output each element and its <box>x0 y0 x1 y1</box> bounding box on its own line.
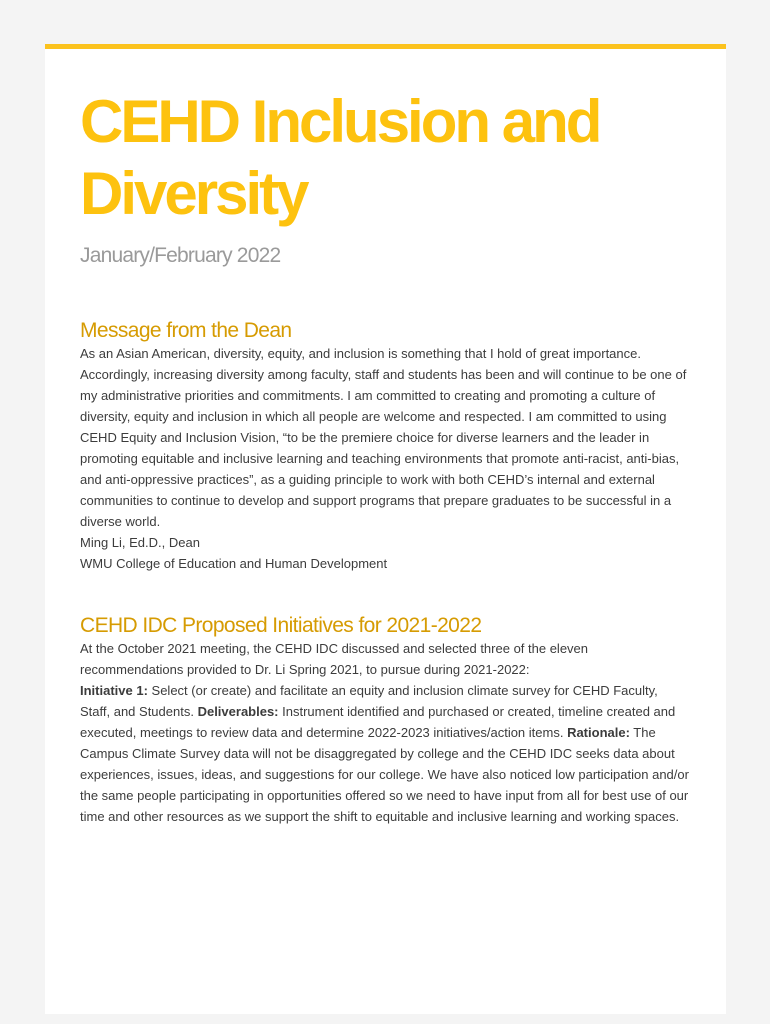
issue-date: January/February 2022 <box>80 244 281 267</box>
rationale-label: Rationale: <box>567 725 630 740</box>
page-title: CEHD Inclusion and Diversity <box>80 88 600 227</box>
initiative-1 <box>80 680 691 827</box>
dean-message-heading: Message from the Dean <box>80 319 292 342</box>
initiatives-intro: At the October 2021 meeting, the CEHD IDC discussed and selected three of the eleven recommendations provided to Dr. Li Spring 2021, to pursue during 2021-2022: <box>80 641 589 677</box>
newsletter-content <box>45 49 726 827</box>
initiative-1-label: Initiative 1: <box>80 683 148 698</box>
initiative-1-text: Select (or create) and facilitate an equity and inclusion climate survey for CEHD Faculty, Staff, and Students. <box>80 683 658 719</box>
deliverables-label: Deliverables: <box>197 704 279 719</box>
dean-signature-name: Ming Li, Ed.D., Dean <box>80 535 200 550</box>
newsletter-card <box>45 44 726 1014</box>
dean-signature <box>80 532 691 574</box>
rationale-text: The Campus Climate Survey data will not be disaggregated by college and the CEHD IDC seeks data about experiences, issues, ideas, and suggestions for our college. We have also noticed low participation and/or the same people participating in opportunities offered so we need to have input from all for best use of our time and other resources as we support the shift to equitable and inclusive learning and working spaces. <box>80 725 689 824</box>
dean-signature-org: WMU College of Education and Human Development <box>80 556 388 571</box>
initiatives-heading: CEHD IDC Proposed Initiatives for 2021-2022 <box>80 614 482 637</box>
dean-message-body: As an Asian American, diversity, equity, and inclusion is something that I hold of great importance. Accordingly, increasing diversity among faculty, staff and students has been and will continue to be one of my administrative priorities and commitments. I am committed to creating and promoting a culture of diversity, equity and inclusion in which all people are welcome and respected. I am committed to using CEHD Equity and Inclusion Vision, “to be the premiere choice for diverse learners and the leader in promoting equitable and inclusive learning and teaching environments that promote anti-racist, anti-bias, and anti-oppressive practices”, as a guiding principle to work with both CEHD’s internal and external communities to continue to develop and support programs that prepare graduates to be successful in a diverse world. <box>80 346 687 529</box>
deliverables-text: Instrument identified and purchased or created, timeline created and executed, meetings to review data and determine 2022-2023 initiatives/action items. <box>80 704 676 740</box>
